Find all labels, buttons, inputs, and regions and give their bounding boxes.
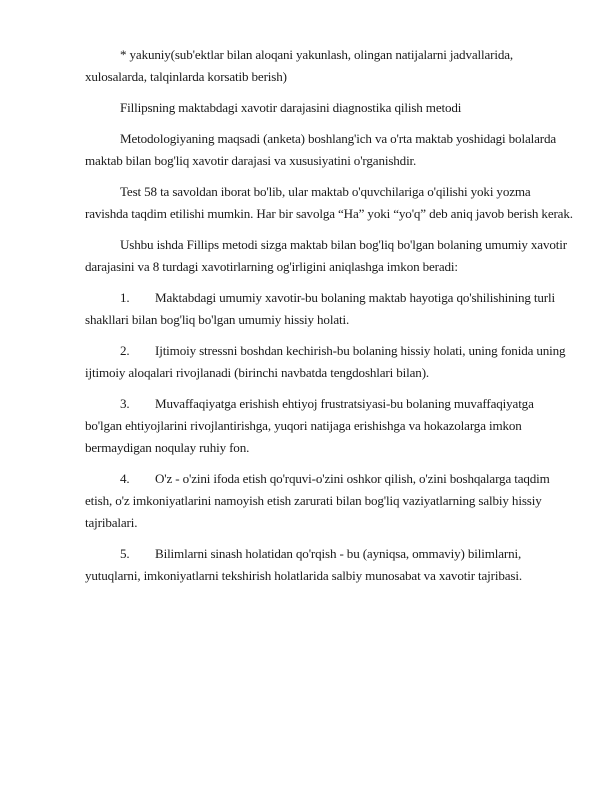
list-item-text: Bilimlarni sinash holatidan qo'rqish - bu (ayniqsa, ommaviy) bilimlarni, yutuqlarni, imkoniyatlarni tekshirish holatlarida salbiy munosabat va xavotir tajribasi.	[85, 546, 522, 583]
paragraph-method-title: Fillipsning maktabdagi xavotir darajasini diagnostika qilish metodi	[120, 100, 462, 115]
list-item-text: Muvaffaqiyatga erishish ehtiyoj frustratsiyasi-bu bolaning muvaffaqiyatga bo'lgan ehtiyojlarini rivojlantirishga, yuqori natijaga erishishga va hokazolarga imkon bermaydigan noqulay ruhiy fon.	[85, 396, 534, 455]
paragraph-test-description: Test 58 ta savoldan iborat bo'lib, ular maktab o'quvchilariga o'qilishi yoki yozma ravishda taqdim etilishi mumkin. Har bir savolga “Ha” yoki “yo'q” deb aniq javob berish kerak.	[85, 184, 573, 221]
paragraph-method-scope: Ushbu ishda Fillips metodi sizga maktab bilan bog'liq bo'lgan bolaning umumiy xavotir darajasini va 8 turdagi xavotirlarning og'irligini aniqlashga imkon beradi:	[85, 237, 567, 274]
list-item	[85, 468, 573, 534]
list-item-number: 4.	[120, 471, 130, 486]
document-page	[85, 44, 573, 596]
list-item	[85, 543, 573, 587]
list-item-text: Maktabdagi umumiy xavotir-bu bolaning maktab hayotiga qo'shilishining turli shakllari bilan bog'liq bo'lgan umumiy hissiy holati.	[85, 290, 555, 327]
paragraph-final-stage: * yakuniy(sub'ektlar bilan aloqani yakunlash, olingan natijalarni jadvallarida, xulosalarda, talqinlarda korsatib berish)	[85, 47, 514, 84]
list-item	[85, 393, 573, 459]
list-item	[85, 287, 573, 331]
paragraph-method-purpose: Metodologiyaning maqsadi (anketa) boshlang'ich va o'rta maktab yoshidagi bolalarda maktab bilan bog'liq xavotir darajasi va xususiyatini o'rganishdir.	[85, 131, 557, 168]
list-item-number: 1.	[120, 290, 130, 305]
list-item-number: 5.	[120, 546, 130, 561]
list-item	[85, 340, 573, 384]
list-item-number: 2.	[120, 343, 130, 358]
list-item-text: O'z - o'zini ifoda etish qo'rquvi-o'zini oshkor qilish, o'zini boshqalarga taqdim etish, o'z imkoniyatlarini namoyish etish zarurati bilan bog'liq vaziyatlarning salbiy hissiy tajribalari.	[85, 471, 550, 530]
list-item-number: 3.	[120, 396, 130, 411]
list-item-text: Ijtimoiy stressni boshdan kechirish-bu bolaning hissiy holati, uning fonida uning ijtimoiy aloqalari rivojlanadi (birinchi navbatda tengdoshlari bilan).	[85, 343, 566, 380]
